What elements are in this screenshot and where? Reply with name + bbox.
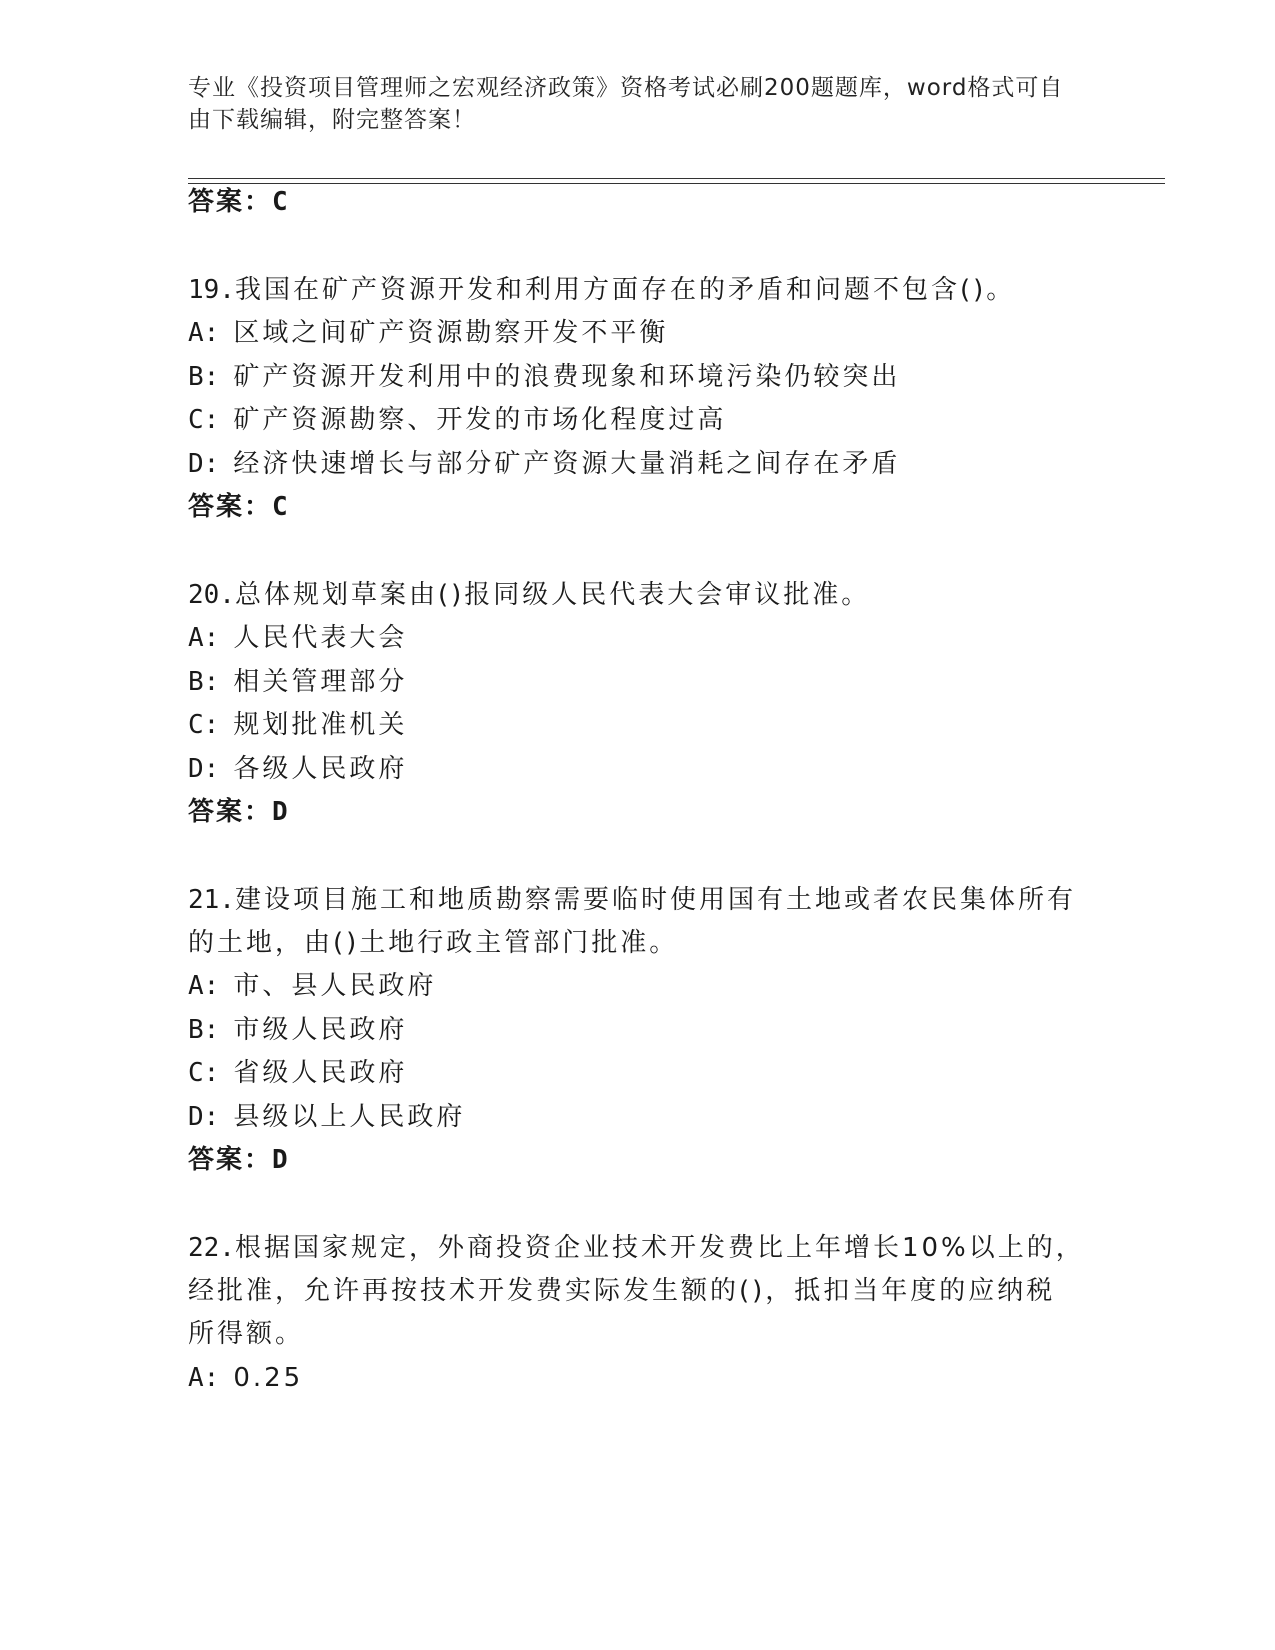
option-d bbox=[188, 747, 407, 791]
question-text-continued: 经批准，允许再按技术开发费实际发生额的()，抵扣当年度的应纳税 bbox=[188, 1276, 1056, 1306]
question-number: 22. bbox=[188, 1233, 235, 1263]
option-letter: A: bbox=[188, 318, 220, 348]
option-d bbox=[188, 1095, 465, 1139]
option-text: 县级以上人民政府 bbox=[233, 1102, 466, 1132]
question-number: 19. bbox=[188, 275, 235, 305]
option-c bbox=[188, 1051, 407, 1095]
option-letter: D: bbox=[188, 1102, 220, 1132]
question-text: 根据国家规定，外商投资企业技术开发费比上年增长10%以上的， bbox=[234, 1233, 1085, 1263]
answer-line: 答案：C bbox=[188, 187, 290, 217]
option-c bbox=[188, 398, 726, 442]
option-a bbox=[188, 1356, 303, 1400]
option-a bbox=[188, 964, 436, 1008]
option-letter: A: bbox=[188, 1363, 220, 1393]
option-text: 经济快速增长与部分矿产资源大量消耗之间存在矛盾 bbox=[233, 449, 901, 479]
option-b bbox=[188, 660, 407, 704]
option-letter: C: bbox=[188, 1058, 220, 1088]
option-a bbox=[188, 311, 668, 355]
option-text: 区域之间矿产资源勘察开发不平衡 bbox=[233, 318, 669, 348]
question-number: 20. bbox=[188, 580, 235, 610]
answer-line: 答案：D bbox=[188, 1145, 290, 1175]
option-text: 市级人民政府 bbox=[233, 1015, 408, 1045]
question-text-continued: 的土地，由()土地行政主管部门批准。 bbox=[188, 928, 679, 958]
question-text: 我国在矿产资源开发和利用方面存在的矛盾和问题不包含()。 bbox=[234, 275, 1016, 305]
answer-line: 答案：D bbox=[188, 797, 290, 827]
option-b bbox=[188, 1008, 407, 1052]
question-text-continued: 所得额。 bbox=[188, 1319, 305, 1349]
option-text: 省级人民政府 bbox=[233, 1058, 408, 1088]
question-stem bbox=[188, 1226, 1085, 1270]
document-header: 专业《投资项目管理师之宏观经济政策》资格考试必刷200题题库，word格式可自由下载编辑，附完整答案！ bbox=[188, 75, 1064, 133]
option-text: 规划批准机关 bbox=[233, 710, 408, 740]
question-stem bbox=[188, 573, 870, 617]
option-text: 矿产资源勘察、开发的市场化程度过高 bbox=[233, 405, 727, 435]
option-letter: B: bbox=[188, 362, 220, 392]
header-rule-bottom bbox=[188, 183, 1165, 184]
question-text: 建设项目施工和地质勘察需要临时使用国有土地或者农民集体所有 bbox=[234, 885, 1076, 915]
option-text: 市、县人民政府 bbox=[233, 971, 437, 1001]
header-rule-top bbox=[188, 178, 1165, 179]
option-d bbox=[188, 442, 900, 486]
option-letter: C: bbox=[188, 710, 220, 740]
option-letter: B: bbox=[188, 667, 220, 697]
option-text: 矿产资源开发利用中的浪费现象和环境污染仍较突出 bbox=[233, 362, 901, 392]
option-c bbox=[188, 703, 407, 747]
option-letter: B: bbox=[188, 1015, 220, 1045]
question-number: 21. bbox=[188, 885, 235, 915]
option-text: 0.25 bbox=[233, 1363, 304, 1393]
answer-line: 答案：C bbox=[188, 492, 290, 522]
option-text: 相关管理部分 bbox=[233, 667, 408, 697]
option-text: 各级人民政府 bbox=[233, 754, 408, 784]
option-a bbox=[188, 616, 407, 660]
question-text: 总体规划草案由()报同级人民代表大会审议批准。 bbox=[234, 580, 871, 610]
option-letter: A: bbox=[188, 623, 220, 653]
option-text: 人民代表大会 bbox=[233, 623, 408, 653]
option-letter: A: bbox=[188, 971, 220, 1001]
option-b bbox=[188, 355, 900, 399]
option-letter: C: bbox=[188, 405, 220, 435]
question-stem bbox=[188, 878, 1076, 922]
option-letter: D: bbox=[188, 754, 220, 784]
question-stem bbox=[188, 268, 1015, 312]
option-letter: D: bbox=[188, 449, 220, 479]
